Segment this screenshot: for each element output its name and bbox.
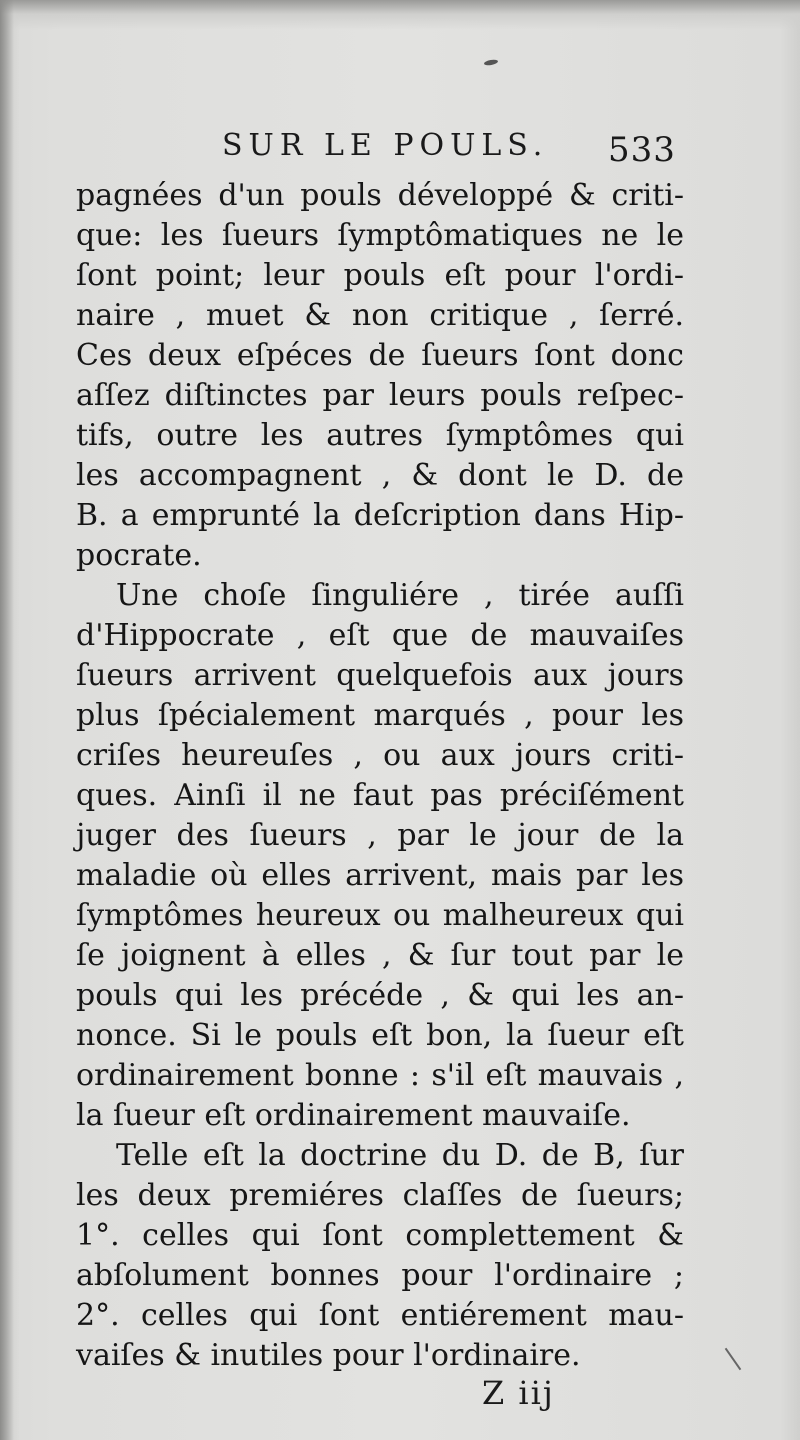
text-line: pagnées d'un pouls développé & criti-	[76, 178, 684, 213]
text-line: 2°. celles qui ſont entiérement mau-	[76, 1298, 684, 1333]
text-line: Ces deux eſpéces de ſueurs ſont donc	[76, 338, 684, 373]
text-line: ſe joignent à elles , & ſur tout par le	[76, 938, 684, 973]
page-top-shadow	[0, 0, 800, 30]
text-line: abſolument bonnes pour l'ordinaire ;	[76, 1258, 684, 1293]
text-line: Telle eſt la doctrine du D. de B, ſur	[116, 1138, 684, 1173]
text-line: Une choſe ſinguliére , tirée auſſi	[116, 578, 684, 613]
text-line: pouls qui les précéde , & qui les an-	[76, 978, 684, 1013]
signature-mark: Z iij	[482, 1374, 555, 1412]
text-line: ſueurs arrivent quelquefois aux jours	[76, 658, 684, 693]
page-number: 533	[608, 130, 676, 170]
text-line: que: les ſueurs ſymptômatiques ne le	[76, 218, 684, 253]
text-line: maladie où elles arrivent, mais par les	[76, 858, 684, 893]
text-line: aſſez diſtinctes par leurs pouls reſpec-	[76, 378, 684, 413]
text-line: vaiſes & inutiles pour l'ordinaire.	[76, 1338, 581, 1373]
text-line: plus ſpécialement marqués , pour les	[76, 698, 684, 733]
page-gutter-shadow	[0, 0, 14, 1440]
text-line: nonce. Si le pouls eſt bon, la ſueur eſt	[76, 1018, 684, 1053]
text-line: criſes heureuſes , ou aux jours criti-	[76, 738, 684, 773]
text-line: 1°. celles qui ſont complettement &	[76, 1218, 684, 1253]
text-line: tifs, outre les autres ſymptômes qui	[76, 418, 684, 453]
text-line: ſymptômes heureux ou malheureux qui	[76, 898, 684, 933]
text-line: naire , muet & non critique , ſerré.	[76, 298, 684, 333]
text-line: juger des ſueurs , par le jour de la	[76, 818, 684, 853]
text-line: la ſueur eſt ordinairement mauvaiſe.	[76, 1098, 631, 1133]
running-header: SUR LE POULS.	[222, 128, 549, 163]
body-text	[76, 176, 684, 1376]
text-line: ordinairement bonne : s'il eſt mauvais ,	[76, 1058, 684, 1093]
text-line: les deux premiéres claſſes de ſueurs;	[76, 1178, 684, 1213]
text-line: ques. Ainſi il ne faut pas préciſément	[76, 778, 684, 813]
ink-speck	[484, 59, 499, 66]
text-line: les accompagnent , & dont le D. de	[76, 458, 684, 493]
text-line: B. a emprunté la deſcription dans Hip-	[76, 498, 684, 533]
text-line: d'Hippocrate , eſt que de mauvaiſes	[76, 618, 684, 653]
text-line: ſont point; leur pouls eſt pour l'ordi-	[76, 258, 684, 293]
text-line: pocrate.	[76, 538, 202, 573]
page-edge-mark	[725, 1348, 742, 1370]
